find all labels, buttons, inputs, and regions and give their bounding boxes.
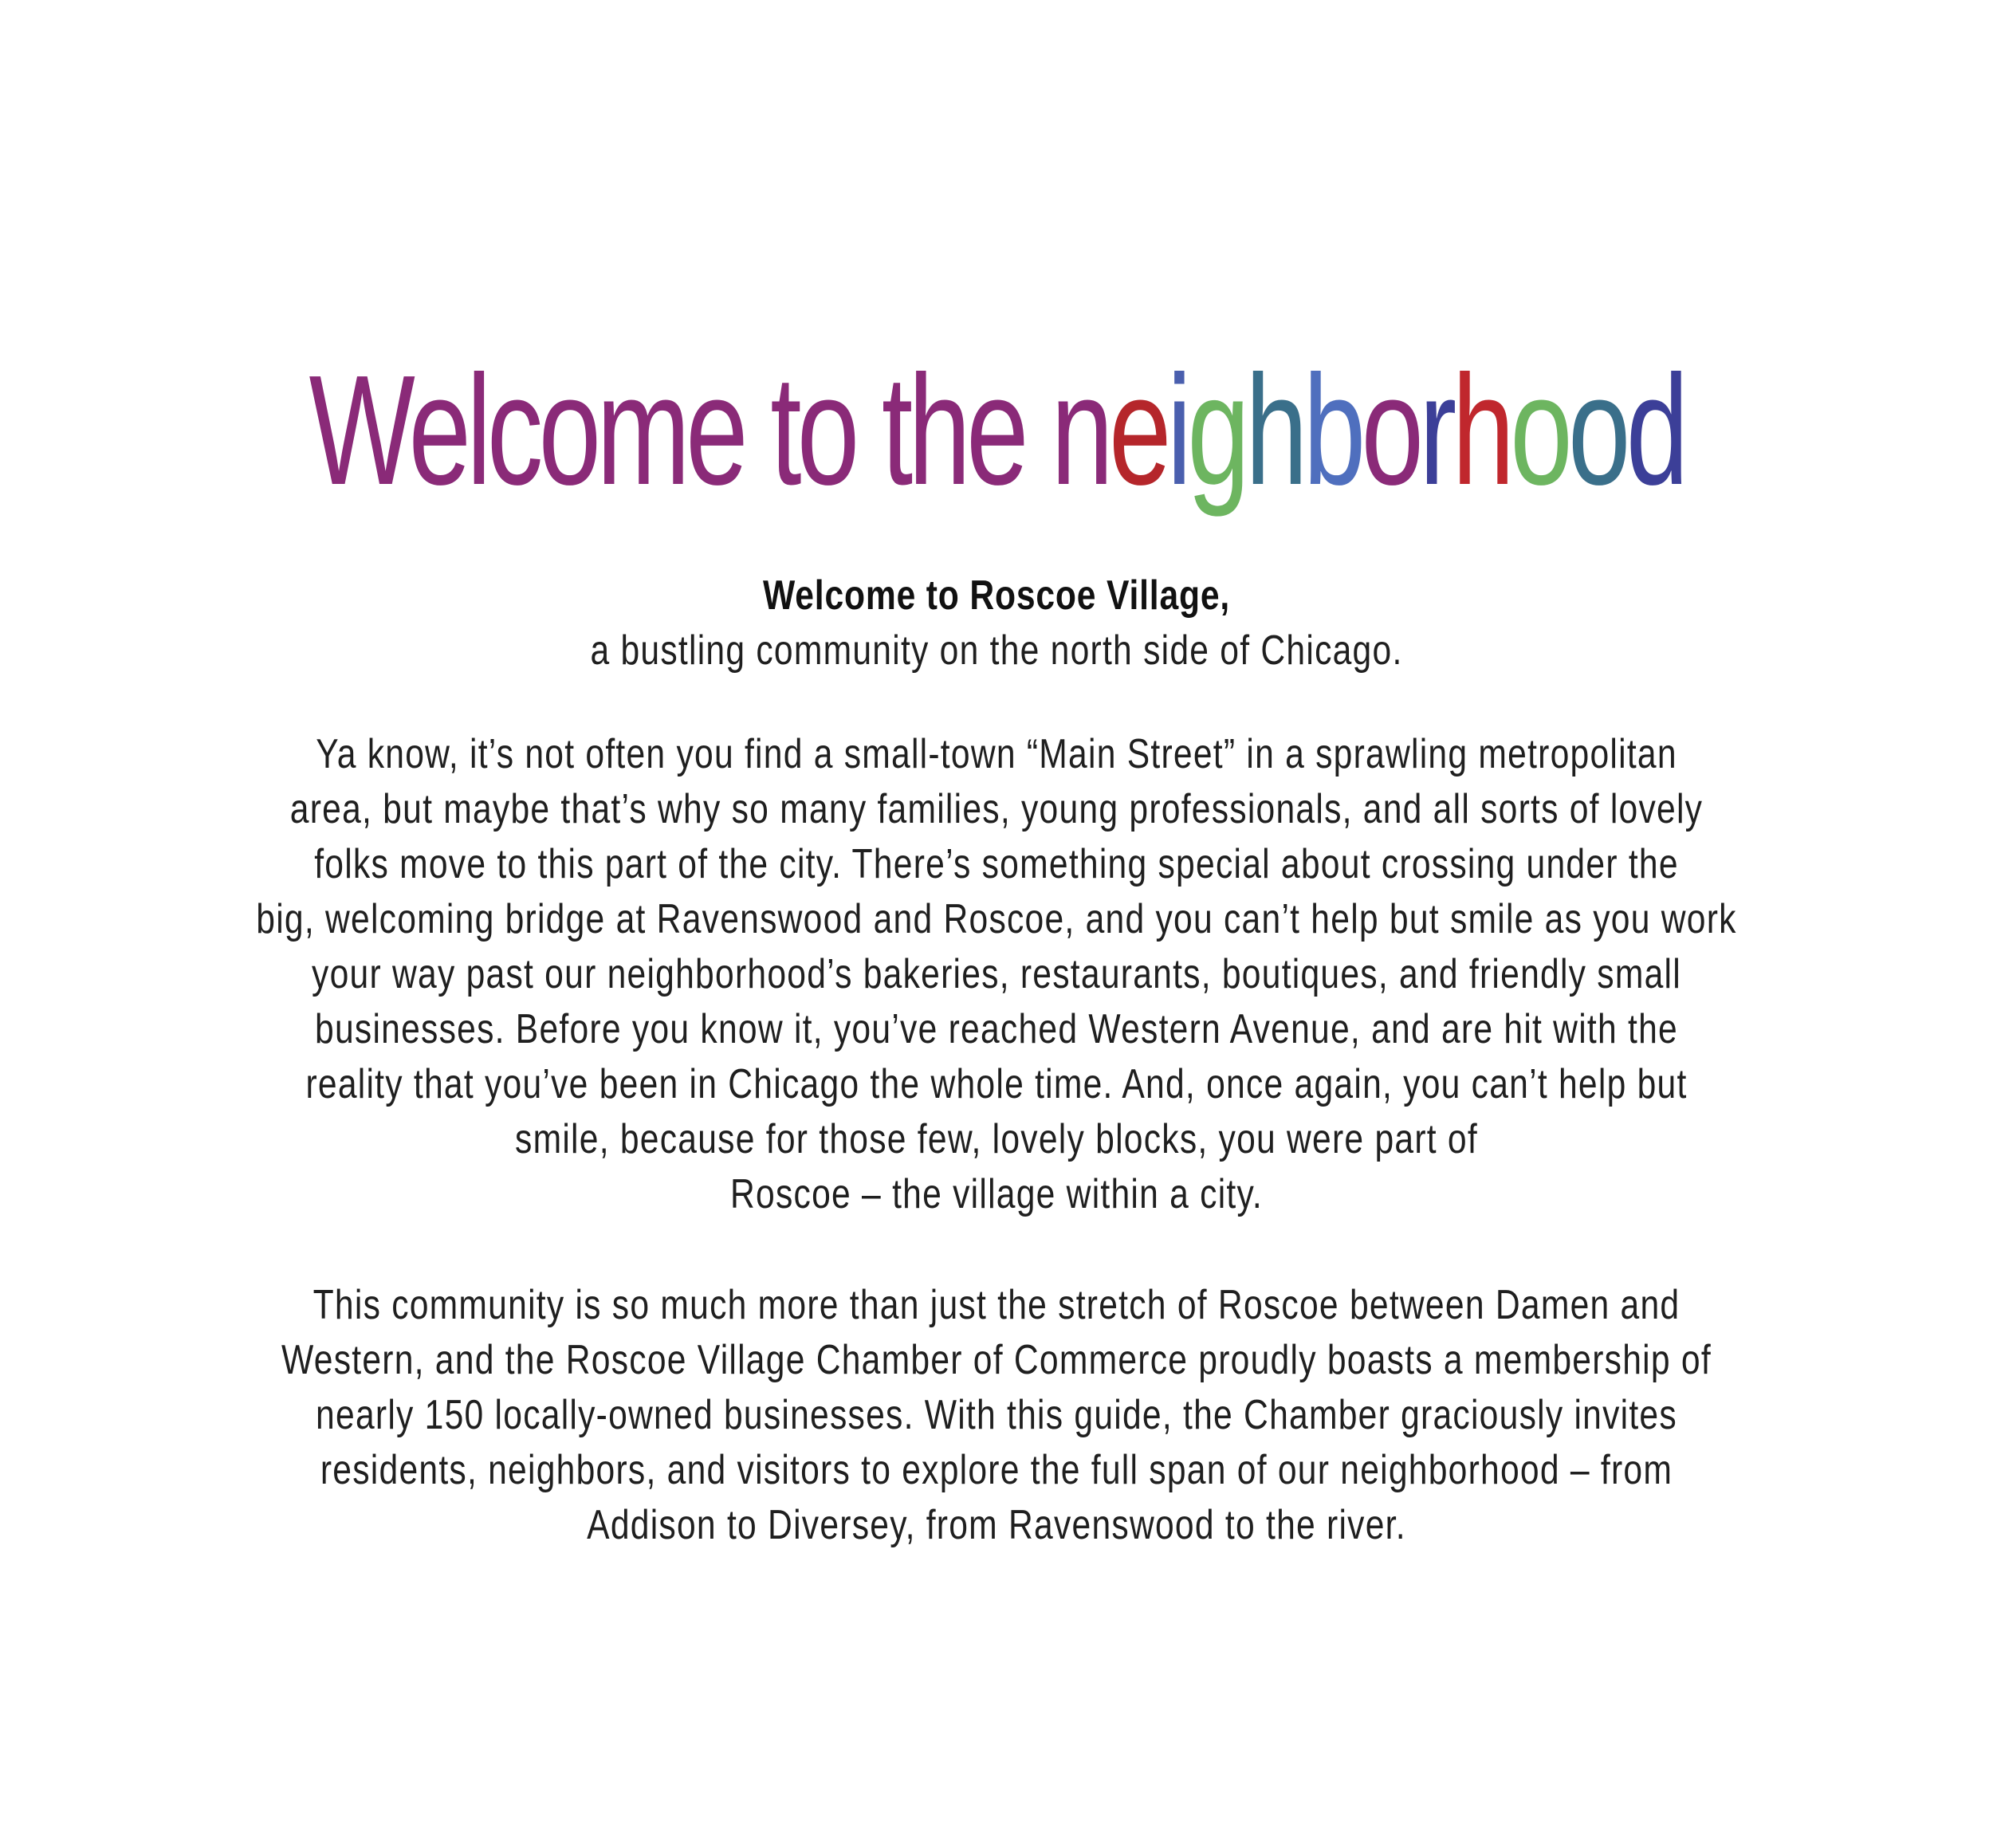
paragraph-line: smile, because for those few, lovely blocks, you were part of xyxy=(515,1116,1478,1162)
paragraph-line: big, welcoming bridge at Ravenswood and Roscoe, and you can’t help but smile as you work xyxy=(256,896,1737,942)
headline-letter: h xyxy=(1452,343,1511,517)
paragraph-line: Roscoe – the village within a city. xyxy=(730,1171,1263,1217)
headline-letter: o xyxy=(1567,343,1626,517)
paragraph-line: residents, neighbors, and visitors to explore the full span of our neighborhood – from xyxy=(320,1447,1673,1493)
headline-letter: e xyxy=(1108,343,1167,517)
paragraph-line: Ya know, it’s not often you find a small-town “Main Street” in a sprawling metropolitan xyxy=(316,731,1677,777)
paragraph-line: folks move to this part of the city. There’s something special about crossing under the xyxy=(314,841,1679,887)
paragraph-line: Western, and the Roscoe Village Chamber of Commerce proudly boasts a membership of xyxy=(281,1337,1712,1383)
paragraph-line: nearly 150 locally-owned businesses. With this guide, the Chamber graciously invites xyxy=(316,1392,1677,1438)
headline-letter: n xyxy=(1051,343,1109,517)
intro-title: Welcome to Roscoe Village, xyxy=(762,572,1231,619)
paragraph-line: This community is so much more than just the stretch of Roscoe between Damen and xyxy=(313,1282,1680,1328)
body-paragraph-1 xyxy=(0,727,1993,1222)
body-paragraph-2 xyxy=(0,1278,1993,1553)
intro-block xyxy=(0,568,1993,678)
headline-letter: i xyxy=(1166,343,1188,517)
headline-letter: b xyxy=(1303,343,1362,517)
headline-letter: o xyxy=(1510,343,1568,517)
headline-prefix: Welcome to the xyxy=(309,343,1052,517)
paragraph-line: businesses. Before you know it, you’ve reached Western Avenue, and are hit with the xyxy=(315,1006,1678,1052)
intro-subtitle: a bustling community on the north side of Chicago. xyxy=(590,627,1403,674)
headline-letter: d xyxy=(1625,343,1684,517)
headline-letter: g xyxy=(1187,343,1246,517)
paragraph-line: reality that you’ve been in Chicago the whole time. And, once again, you can’t help but xyxy=(305,1061,1688,1107)
paragraph-line: area, but maybe that’s why so many families, young professionals, and all sorts of lovely xyxy=(289,786,1704,832)
headline-letter: h xyxy=(1245,343,1303,517)
headline-letter: o xyxy=(1361,343,1420,517)
paragraph-line: Addison to Diversey, from Ravenswood to the river. xyxy=(587,1502,1406,1548)
headline-letter: r xyxy=(1419,343,1452,517)
headline-colored-word xyxy=(1051,343,1684,517)
paragraph-line: your way past our neighborhood’s bakeries, restaurants, boutiques, and friendly small xyxy=(312,951,1681,997)
page-headline xyxy=(279,343,1714,518)
